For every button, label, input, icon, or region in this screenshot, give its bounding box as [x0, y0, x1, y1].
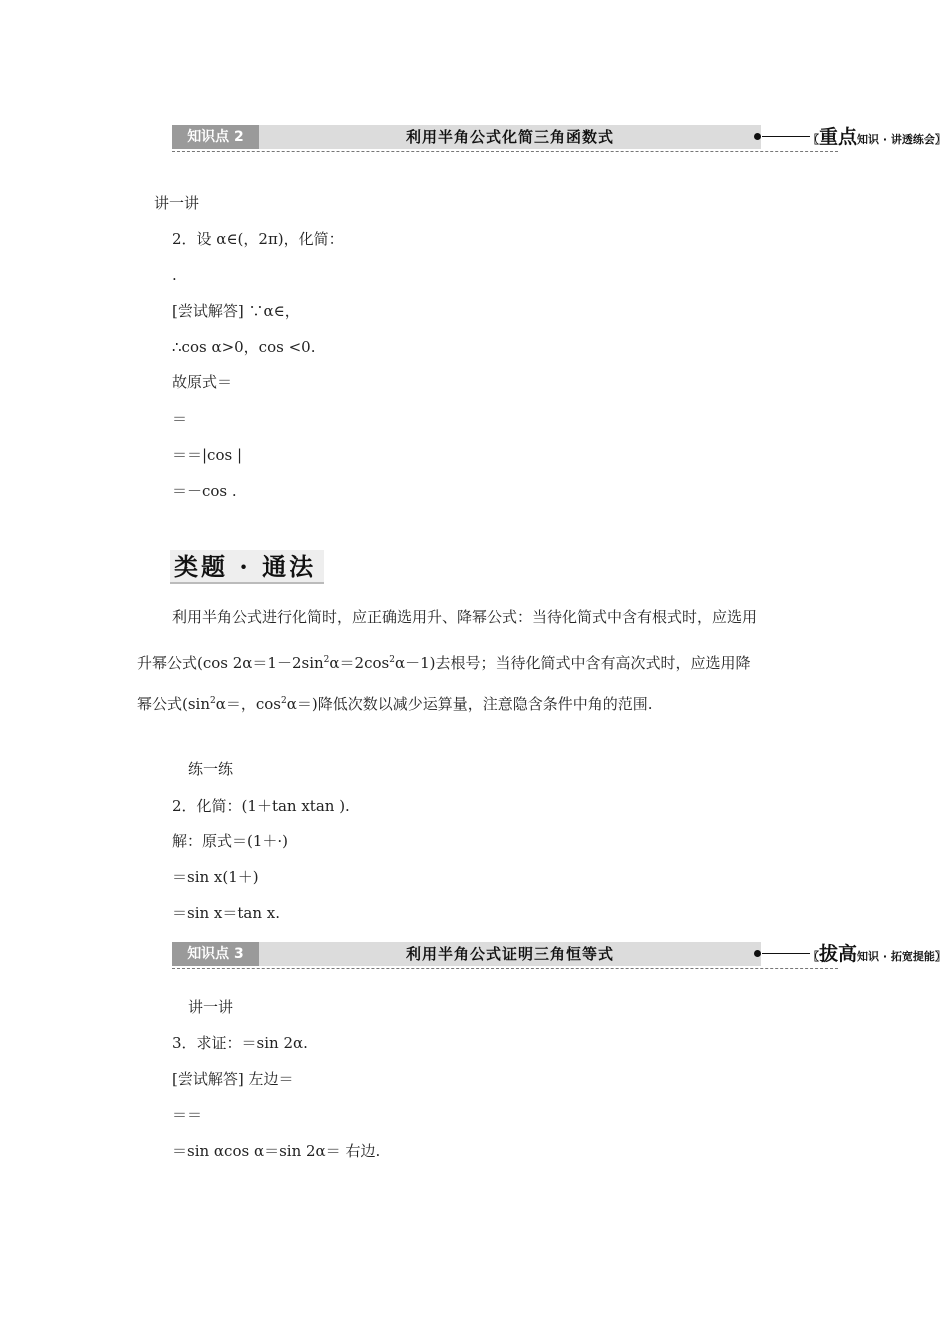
section-title: 利用半角公式证明三角恒等式 — [259, 942, 761, 966]
method-paragraph-line-3: 幂公式($\sin^2\alpha=$，$\cos^2\alpha=$)降低次数以减少运算量，注意隐含条件中角的范围. — [137, 695, 653, 713]
bracket-open: 〖 — [808, 950, 819, 963]
practice-solution: ＝sin x＝tan x. — [172, 904, 281, 922]
attempt-label: [尝试解答] ∵α∈， — [172, 302, 300, 320]
method-paragraph-line-1: 利用半角公式进行化简时，应正确选用升、降幂公式：当待化简式中含有根式时，应选用 — [172, 608, 758, 626]
dashed-divider — [172, 968, 838, 969]
derivation-line: ＝＝|cos | — [172, 446, 243, 464]
badge-small: 知识 · 拓宽提能 — [857, 950, 935, 963]
connector-line — [762, 136, 810, 137]
bullet-dot-icon — [754, 133, 761, 140]
method-heading: 类题 · 通法 — [170, 550, 324, 584]
method-paragraph-line-2: 升幂公式(cos $2\alpha=1-2\sin^2\alpha=2\cos^2\alpha-1$)去根号；当待化简式中含有高次式时，应选用降 — [137, 654, 751, 672]
bracket-close: 〗 — [934, 133, 946, 146]
badge-big: 拔高 — [819, 943, 858, 965]
derivation-line: ＝ — [172, 410, 188, 428]
practice-solution: 解：原式＝(1＋·) — [172, 832, 289, 850]
bracket-close: 〗 — [934, 950, 946, 963]
section-tag: 知识点 3 — [172, 942, 259, 966]
badge-big: 重点 — [819, 126, 858, 148]
derivation-line: ＝sin αcos α＝sin 2α＝ 右边. — [172, 1142, 381, 1160]
derivation-line: ∴cos α>0，cos <0. — [172, 338, 316, 356]
section-badge — [808, 942, 946, 966]
label-lian: 练一练 — [188, 760, 234, 778]
section-title: 利用半角公式化简三角函数式 — [259, 125, 761, 149]
problem-3: 3．求证：＝sin 2α. — [172, 1034, 308, 1052]
label-jiang: 讲一讲 — [154, 194, 200, 212]
section-header-3 — [172, 942, 946, 970]
label-jiang: 讲一讲 — [188, 998, 234, 1016]
derivation-line: ＝－cos . — [172, 482, 237, 500]
derivation-line: ＝＝ — [172, 1106, 203, 1124]
practice-solution: ＝sin x(1＋) — [172, 868, 259, 886]
problem-2: 2．设 α∈(，2π)，化简： — [172, 230, 344, 248]
section-header-2 — [172, 125, 946, 153]
dashed-divider — [172, 151, 838, 152]
section-badge — [808, 125, 946, 149]
section-tag: 知识点 2 — [172, 125, 259, 149]
attempt-label: [尝试解答] 左边＝ — [172, 1070, 294, 1088]
derivation-line: 故原式＝ — [172, 373, 233, 391]
badge-small: 知识 · 讲透练会 — [857, 133, 935, 146]
bracket-open: 〖 — [808, 133, 819, 146]
bullet-dot-icon — [754, 950, 761, 957]
expression-dot: . — [172, 266, 177, 284]
connector-line — [762, 953, 810, 954]
practice-problem: 2．化简：(1＋tan xtan ). — [172, 797, 350, 815]
